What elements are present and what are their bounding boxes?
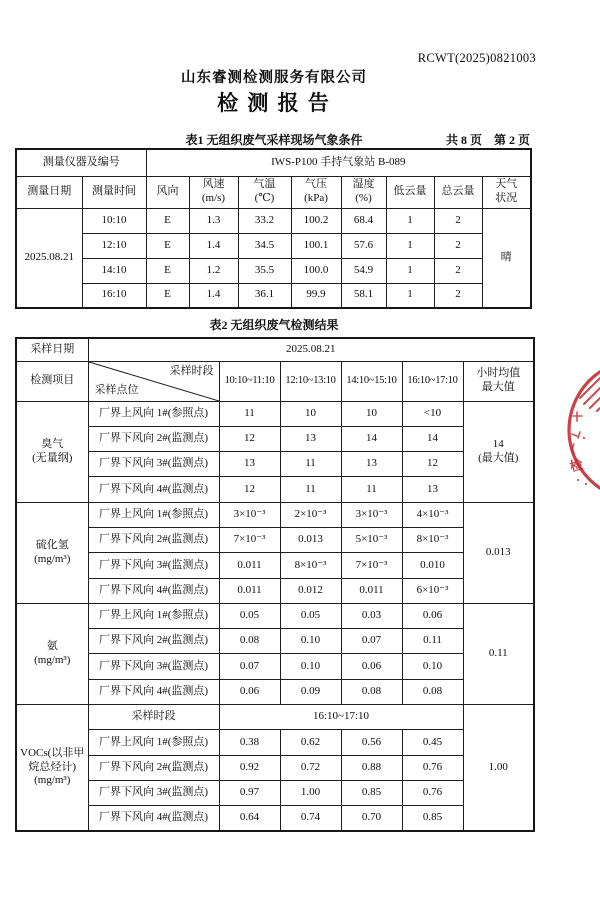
temperature-cell: 36.1 xyxy=(238,283,291,308)
sampling-date-label-cell: 采样日期 xyxy=(16,338,88,361)
humidity-cell: 57.6 xyxy=(341,233,386,258)
value-cell: 0.07 xyxy=(219,654,280,679)
humidity-cell: 54.9 xyxy=(341,258,386,283)
header-unit: (kPa) xyxy=(304,192,328,204)
col-header-wind-direction: 风向 xyxy=(146,176,189,208)
value-cell: 12 xyxy=(219,477,280,502)
time-cell: 10:10 xyxy=(82,208,146,233)
table1-header-row xyxy=(16,176,531,208)
header-label: 湿度 xyxy=(352,178,375,191)
value-cell: 0.64 xyxy=(219,806,280,831)
sampling-point-cell: 厂界下风向 3#(监测点) xyxy=(88,654,219,679)
humidity-cell: 68.4 xyxy=(341,208,386,233)
table-row xyxy=(16,258,531,283)
value-cell: 0.07 xyxy=(341,629,402,654)
value-cell: 14 xyxy=(341,426,402,451)
diagonal-header-cell xyxy=(88,361,219,401)
value-cell: 0.10 xyxy=(402,654,463,679)
value-cell: 13 xyxy=(341,452,402,477)
diagonal-bottom-label: 采样点位 xyxy=(94,383,139,396)
pressure-cell: 100.0 xyxy=(291,258,341,283)
value-cell: 0.09 xyxy=(280,679,341,704)
sampling-point-cell: 厂界上风向 1#(参照点) xyxy=(88,730,219,755)
parameter-unit: (mg/m³) xyxy=(34,552,71,565)
value-cell: 8×10⁻³ xyxy=(402,527,463,552)
value-cell: 0.08 xyxy=(219,629,280,654)
total-cloud-cell: 2 xyxy=(434,258,482,283)
wind-speed-cell: 1.3 xyxy=(189,208,238,233)
wind-speed-cell: 1.4 xyxy=(189,283,238,308)
table-row xyxy=(16,705,534,730)
total-cloud-cell: 2 xyxy=(434,208,482,233)
sampling-point-cell: 厂界下风向 3#(监测点) xyxy=(88,780,219,805)
value-cell: 0.011 xyxy=(219,578,280,603)
value-cell: 14 xyxy=(402,426,463,451)
col-header-wind-speed xyxy=(189,176,238,208)
sampling-point-cell: 厂界下风向 3#(监测点) xyxy=(88,553,219,578)
value-cell: 13 xyxy=(280,426,341,451)
value-cell: 7×10⁻³ xyxy=(219,527,280,552)
value-cell: 10 xyxy=(280,401,341,426)
value-cell: 0.62 xyxy=(280,730,341,755)
max-value-cell: 1.00 xyxy=(463,705,534,831)
time-cell: 12:10 xyxy=(82,233,146,258)
col-header-weather xyxy=(482,176,531,208)
header-label: 最大值 xyxy=(481,381,515,393)
value-cell: 5×10⁻³ xyxy=(341,527,402,552)
sampling-point-cell: 厂界上风向 1#(参照点) xyxy=(88,502,219,527)
value-cell: 0.88 xyxy=(341,755,402,780)
value-cell: 2×10⁻³ xyxy=(280,502,341,527)
table-row xyxy=(16,426,534,451)
value-cell: 7×10⁻³ xyxy=(341,553,402,578)
period-value-cell: 16:10~17:10 xyxy=(219,705,463,730)
pressure-cell: 100.1 xyxy=(291,233,341,258)
table-row xyxy=(16,654,534,679)
col-header-parameter: 检测项目 xyxy=(16,361,88,401)
parameter-unit: (无量纲) xyxy=(32,451,73,464)
parameter-name-cell xyxy=(16,502,88,603)
table-row xyxy=(16,452,534,477)
value-cell: 4×10⁻³ xyxy=(402,502,463,527)
value-cell: 0.011 xyxy=(341,578,402,603)
measure-date-cell: 2025.08.21 xyxy=(16,208,82,308)
table-row xyxy=(16,553,534,578)
sampling-point-cell: 厂界下风向 2#(监测点) xyxy=(88,755,219,780)
value-cell: 11 xyxy=(219,401,280,426)
max-value: 14 xyxy=(492,437,504,450)
sampling-point-cell: 厂界下风向 4#(监测点) xyxy=(88,578,219,603)
value-cell: 0.03 xyxy=(341,603,402,628)
col-header-period-2: 12:10~13:10 xyxy=(280,361,341,401)
col-header-period-3: 14:10~15:10 xyxy=(341,361,402,401)
table1-caption: 表1 无组织废气采样现场气象条件 xyxy=(185,133,363,147)
weather-cell: 晴 xyxy=(482,208,531,308)
value-cell: 0.06 xyxy=(219,679,280,704)
seal-ring xyxy=(569,360,600,500)
parameter-name: VOCs(以非甲烷总烃计) xyxy=(20,746,85,773)
table-row xyxy=(16,477,534,502)
col-header-temperature xyxy=(238,176,291,208)
value-cell: 0.92 xyxy=(219,755,280,780)
table-row xyxy=(16,233,531,258)
value-cell: 0.85 xyxy=(341,780,402,805)
low-cloud-cell: 1 xyxy=(386,283,434,308)
value-cell: 0.56 xyxy=(341,730,402,755)
wind-direction-cell: E xyxy=(146,208,189,233)
max-value-cell: 0.013 xyxy=(463,502,534,603)
col-header-humidity xyxy=(341,176,386,208)
sampling-point-cell: 厂界下风向 2#(监测点) xyxy=(88,426,219,451)
temperature-cell: 35.5 xyxy=(238,258,291,283)
company-name: 山东睿测检测服务有限公司 xyxy=(181,70,367,86)
value-cell: 0.06 xyxy=(341,654,402,679)
parameter-unit: (mg/m³) xyxy=(34,774,71,787)
value-cell: 0.10 xyxy=(280,629,341,654)
table-row xyxy=(16,527,534,552)
value-cell: 0.06 xyxy=(402,603,463,628)
col-header-pressure xyxy=(291,176,341,208)
value-cell: 0.05 xyxy=(219,603,280,628)
instrument-row xyxy=(16,149,531,176)
max-note: (最大值) xyxy=(478,451,519,464)
table2-header-row xyxy=(16,361,534,401)
document-title: 检 测 报 告 xyxy=(217,91,331,115)
col-header-low-cloud: 低云量 xyxy=(386,176,434,208)
report-number: RCWT(2025)0821003 xyxy=(417,51,536,65)
value-cell: 11 xyxy=(341,477,402,502)
value-cell: 12 xyxy=(402,452,463,477)
value-cell: 11 xyxy=(280,477,341,502)
table-row xyxy=(16,629,534,654)
value-cell: 0.012 xyxy=(280,578,341,603)
table-row xyxy=(16,208,531,233)
emission-results-table xyxy=(15,337,535,832)
sampling-point-cell: 厂界下风向 3#(监测点) xyxy=(88,452,219,477)
low-cloud-cell: 1 xyxy=(386,208,434,233)
value-cell: 0.013 xyxy=(280,527,341,552)
value-cell: 0.11 xyxy=(402,629,463,654)
table-row xyxy=(16,730,534,755)
wind-direction-cell: E xyxy=(146,283,189,308)
col-header-period-4: 16:10~17:10 xyxy=(402,361,463,401)
value-cell: 11 xyxy=(280,452,341,477)
sampling-point-cell: 厂界下风向 2#(监测点) xyxy=(88,629,219,654)
max-value-cell: 0.11 xyxy=(463,603,534,704)
parameter-unit: (mg/m³) xyxy=(34,653,71,666)
col-header-hourly-max xyxy=(463,361,534,401)
header-unit: (%) xyxy=(355,192,372,204)
table-row xyxy=(16,283,531,308)
sampling-point-cell: 厂界下风向 4#(监测点) xyxy=(88,679,219,704)
sampling-point-cell: 厂界上风向 1#(参照点) xyxy=(88,603,219,628)
total-cloud-cell: 2 xyxy=(434,233,482,258)
wind-direction-cell: E xyxy=(146,258,189,283)
wind-direction-cell: E xyxy=(146,233,189,258)
instrument-value-cell: IWS-P100 手持气象站 B-089 xyxy=(146,149,531,176)
table-row xyxy=(16,502,534,527)
value-cell: 13 xyxy=(219,452,280,477)
value-cell: 6×10⁻³ xyxy=(402,578,463,603)
wind-speed-cell: 1.2 xyxy=(189,258,238,283)
value-cell: 0.08 xyxy=(402,679,463,704)
page-indicator: 共 8 页 第 2 页 xyxy=(445,133,530,147)
col-header-total-cloud: 总云量 xyxy=(434,176,482,208)
time-cell: 16:10 xyxy=(82,283,146,308)
value-cell: 0.72 xyxy=(280,755,341,780)
period-label-cell: 采样时段 xyxy=(88,705,219,730)
sampling-point-cell: 厂界上风向 1#(参照点) xyxy=(88,401,219,426)
weather-conditions-table xyxy=(15,148,532,309)
parameter-name-cell xyxy=(16,705,88,831)
temperature-cell: 33.2 xyxy=(238,208,291,233)
temperature-cell: 34.5 xyxy=(238,233,291,258)
value-cell: <10 xyxy=(402,401,463,426)
parameter-name-cell xyxy=(16,603,88,704)
sampling-date-value-cell: 2025.08.21 xyxy=(88,338,534,361)
table2-caption: 表2 无组织废气检测结果 xyxy=(209,318,339,332)
table-row xyxy=(16,806,534,831)
table-row xyxy=(16,755,534,780)
value-cell: 0.70 xyxy=(341,806,402,831)
parameter-name-cell xyxy=(16,401,88,502)
value-cell: 12 xyxy=(219,426,280,451)
col-header-period-1: 10:10~11:10 xyxy=(219,361,280,401)
value-cell: 0.76 xyxy=(402,780,463,805)
header-label: 天气 xyxy=(495,178,518,191)
value-cell: 8×10⁻³ xyxy=(280,553,341,578)
value-cell: 0.97 xyxy=(219,780,280,805)
max-value-cell xyxy=(463,401,534,502)
wind-speed-cell: 1.4 xyxy=(189,233,238,258)
table-row xyxy=(16,780,534,805)
value-cell: 0.05 xyxy=(280,603,341,628)
value-cell: 0.45 xyxy=(402,730,463,755)
value-cell: 0.08 xyxy=(341,679,402,704)
red-seal-stamp xyxy=(564,354,600,506)
value-cell: 0.38 xyxy=(219,730,280,755)
table-row xyxy=(16,578,534,603)
seal-character: 检 xyxy=(568,456,585,475)
value-cell: 0.010 xyxy=(402,553,463,578)
value-cell: 0.76 xyxy=(402,755,463,780)
low-cloud-cell: 1 xyxy=(386,233,434,258)
header-label: 气压 xyxy=(305,178,327,191)
value-cell: 0.10 xyxy=(280,654,341,679)
pressure-cell: 100.2 xyxy=(291,208,341,233)
value-cell: 3×10⁻³ xyxy=(341,502,402,527)
instrument-label-cell: 测量仪器及编号 xyxy=(16,149,146,176)
value-cell: 1.00 xyxy=(280,780,341,805)
parameter-name: 硫化氢 xyxy=(35,539,69,552)
parameter-name: 臭气 xyxy=(41,437,64,450)
table-row xyxy=(16,603,534,628)
table-row xyxy=(16,401,534,426)
diagonal-top-label: 采样时段 xyxy=(169,364,214,377)
value-cell: 3×10⁻³ xyxy=(219,502,280,527)
col-header-time: 测量时间 xyxy=(82,176,146,208)
col-header-date: 测量日期 xyxy=(16,176,82,208)
low-cloud-cell: 1 xyxy=(386,258,434,283)
header-unit: 状况 xyxy=(495,192,518,204)
table-row xyxy=(16,679,534,704)
header-label: 风速 xyxy=(202,178,225,191)
header-label: 气温 xyxy=(253,178,276,191)
sampling-point-cell: 厂界下风向 2#(监测点) xyxy=(88,527,219,552)
value-cell: 13 xyxy=(402,477,463,502)
time-cell: 14:10 xyxy=(82,258,146,283)
sampling-date-row xyxy=(16,338,534,361)
header-label: 小时均值 xyxy=(476,367,521,380)
sampling-point-cell: 厂界下风向 4#(监测点) xyxy=(88,806,219,831)
humidity-cell: 58.1 xyxy=(341,283,386,308)
value-cell: 0.85 xyxy=(402,806,463,831)
value-cell: 10 xyxy=(341,401,402,426)
value-cell: 0.011 xyxy=(219,553,280,578)
header-unit: (℃) xyxy=(254,192,275,204)
header-unit: (m/s) xyxy=(201,192,226,204)
pressure-cell: 99.9 xyxy=(291,283,341,308)
sampling-point-cell: 厂界下风向 4#(监测点) xyxy=(88,477,219,502)
total-cloud-cell: 2 xyxy=(434,283,482,308)
parameter-name: 氨 xyxy=(46,640,58,653)
value-cell: 0.74 xyxy=(280,806,341,831)
